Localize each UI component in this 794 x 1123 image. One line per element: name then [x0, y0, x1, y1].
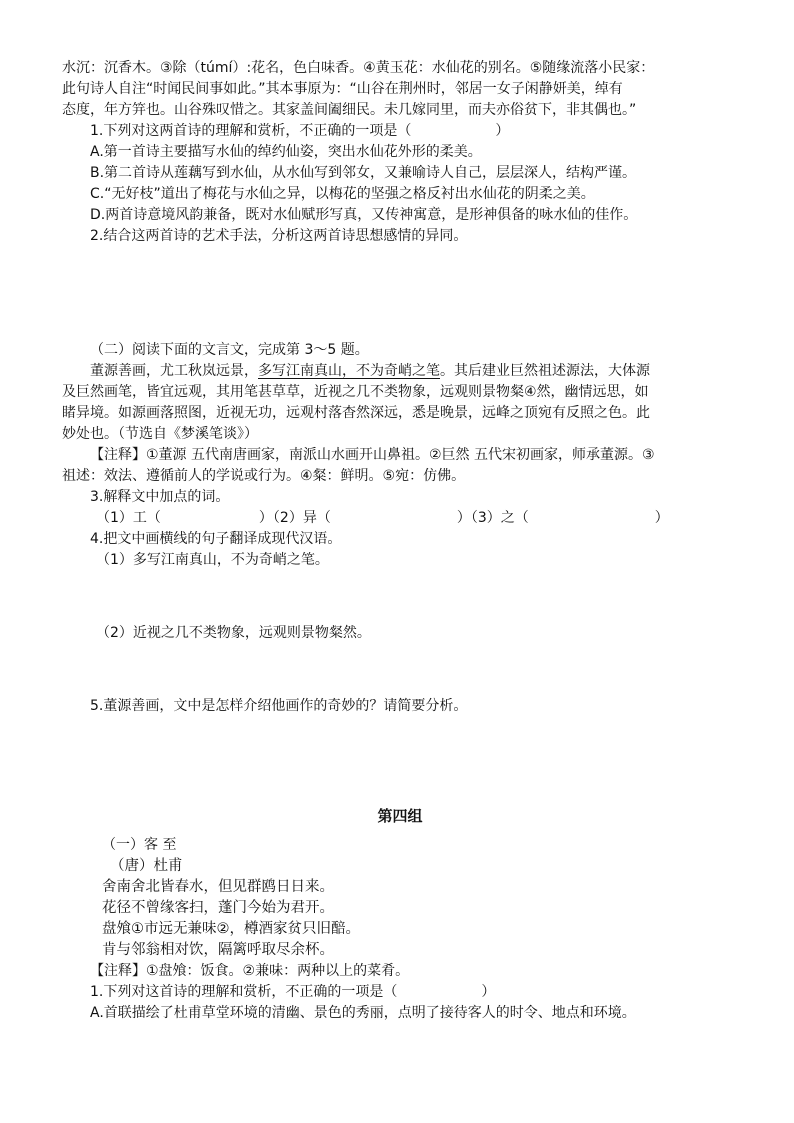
poem-line: 盘飧①市远无兼味②，樽酒家贫只旧醅。 [102, 921, 360, 937]
question-1-option-b: B.第二首诗从莲藕写到水仙，从水仙写到邻女，又兼喻诗人自己，层层深人，结构严谨。 [90, 165, 637, 181]
question-1-stem: 1.下列对这两首诗的理解和赏析，不正确的一项是（ ） [90, 123, 510, 139]
document-page [62, 58, 738, 1024]
notes-line: 【注释】①董源 五代南唐画家，南派山水画开山鼻祖。②巨然 五代宋初画家，师承董源。③ [90, 447, 655, 463]
passage-line: 妙处也。（节选自《梦溪笔谈》） [62, 426, 258, 442]
question-2-stem: 2.结合这两首诗的艺术手法，分析这两首诗思想感情的异同。 [90, 228, 468, 244]
dotted-word: 异 [76, 405, 90, 421]
notes-line: 祖述：效法、遵循前人的学说或行为。④粲：鲜明。⑤宛：仿佛。 [62, 468, 466, 484]
question-1-option-a: A.首联描绘了杜甫草堂环境的清幽、景色的秀丽，点明了接待客人的时令、地点和环境。 [90, 1005, 636, 1021]
underlined-sentence: 多写江南真山，不为奇峭之笔 [258, 363, 440, 379]
dotted-word: 之 [510, 405, 524, 421]
question-1-option-c: C.“无好枝”道出了梅花与水仙之异，以梅花的坚强之格反衬出水仙花的阴柔之美。 [90, 186, 595, 202]
question-1-option-a: A.第一首诗主要描写水仙的绰约仙姿，突出水仙花外形的柔美。 [90, 144, 482, 160]
answer-space [62, 247, 738, 340]
question-3-blanks: （1）工（ ）（2）异（ ）（3）之（ ） [96, 510, 669, 526]
poem-line: 舍南舍北皆春水，但见群鸥日日来。 [102, 879, 334, 895]
notes-line: 态度，年方笄也。山谷殊叹惜之。其家盖间阖细民。未几嫁同里，而夫亦俗贫下，非其偶也。” [62, 102, 637, 118]
question-4-part-1: （1）多写江南真山，不为奇峭之笔。 [96, 552, 329, 568]
notes-line: 水沉：沉香木。③除（túmí）:花名，色白味香。④黄玉花：水仙花的别名。⑤随缘流落小民家： [62, 60, 655, 76]
answer-space [62, 717, 738, 806]
group-heading: 第四组 [377, 807, 423, 825]
poem-title: （一）客 至 [102, 837, 177, 853]
poem-notes: 【注释】①盘飧：饭食。②兼味：两种以上的菜肴。 [90, 963, 410, 979]
question-3-stem: 3.解释文中加点的词。 [90, 489, 230, 505]
passage-line: 董源善画，尤工秋岚远景，多写江南真山，不为奇峭之笔。其后建业巨然祖述源法，大体源 [90, 363, 650, 379]
poem-line: 花径不曾缘客扫，蓬门今始为君开。 [102, 900, 334, 916]
section-2-intro: （二）阅读下面的文言文，完成第 3～5 题。 [90, 342, 369, 358]
notes-line: 此句诗人自注“时闻民间事如此。”其本事原为：“山谷在荆州时，邻居一女子闲静妍美，绰有 [62, 81, 623, 97]
question-4-stem: 4.把文中画横线的句子翻译成现代汉语。 [90, 531, 342, 547]
poem [62, 856, 738, 961]
poem-line: 肯与邻翁相对饮，隔篱呼取尽余杯。 [102, 942, 334, 958]
passage-line: 及巨然画笔，皆宜远观，其用笔甚草草，近视之几不类物象，远观则景物粲④然，幽情远思，如 [62, 384, 649, 400]
question-1-stem: 1.下列对这首诗的理解和赏析，不正确的一项是（ ） [90, 984, 496, 1000]
question-4-part-2: （2）近视之几不类物象，远观则景物粲然。 [96, 625, 371, 641]
question-5-stem: 5.董源善画，文中是怎样介绍他画作的奇妙的？请简要分析。 [90, 698, 468, 714]
question-1-option-d: D.两首诗意境风韵兼备，既对水仙赋形写真，又传神寓意，是形神俱备的咏水仙的佳作。 [90, 207, 638, 223]
passage-line: 睹异境。如源画落照图，近视无功，远观村落杳然深远，悉是晚景，远峰之顶宛有反照之色。此 [62, 405, 650, 421]
dotted-word: 工 [174, 363, 188, 379]
poem-author: （唐）杜甫 [110, 858, 183, 874]
answer-space [62, 644, 738, 696]
answer-space [62, 571, 738, 623]
